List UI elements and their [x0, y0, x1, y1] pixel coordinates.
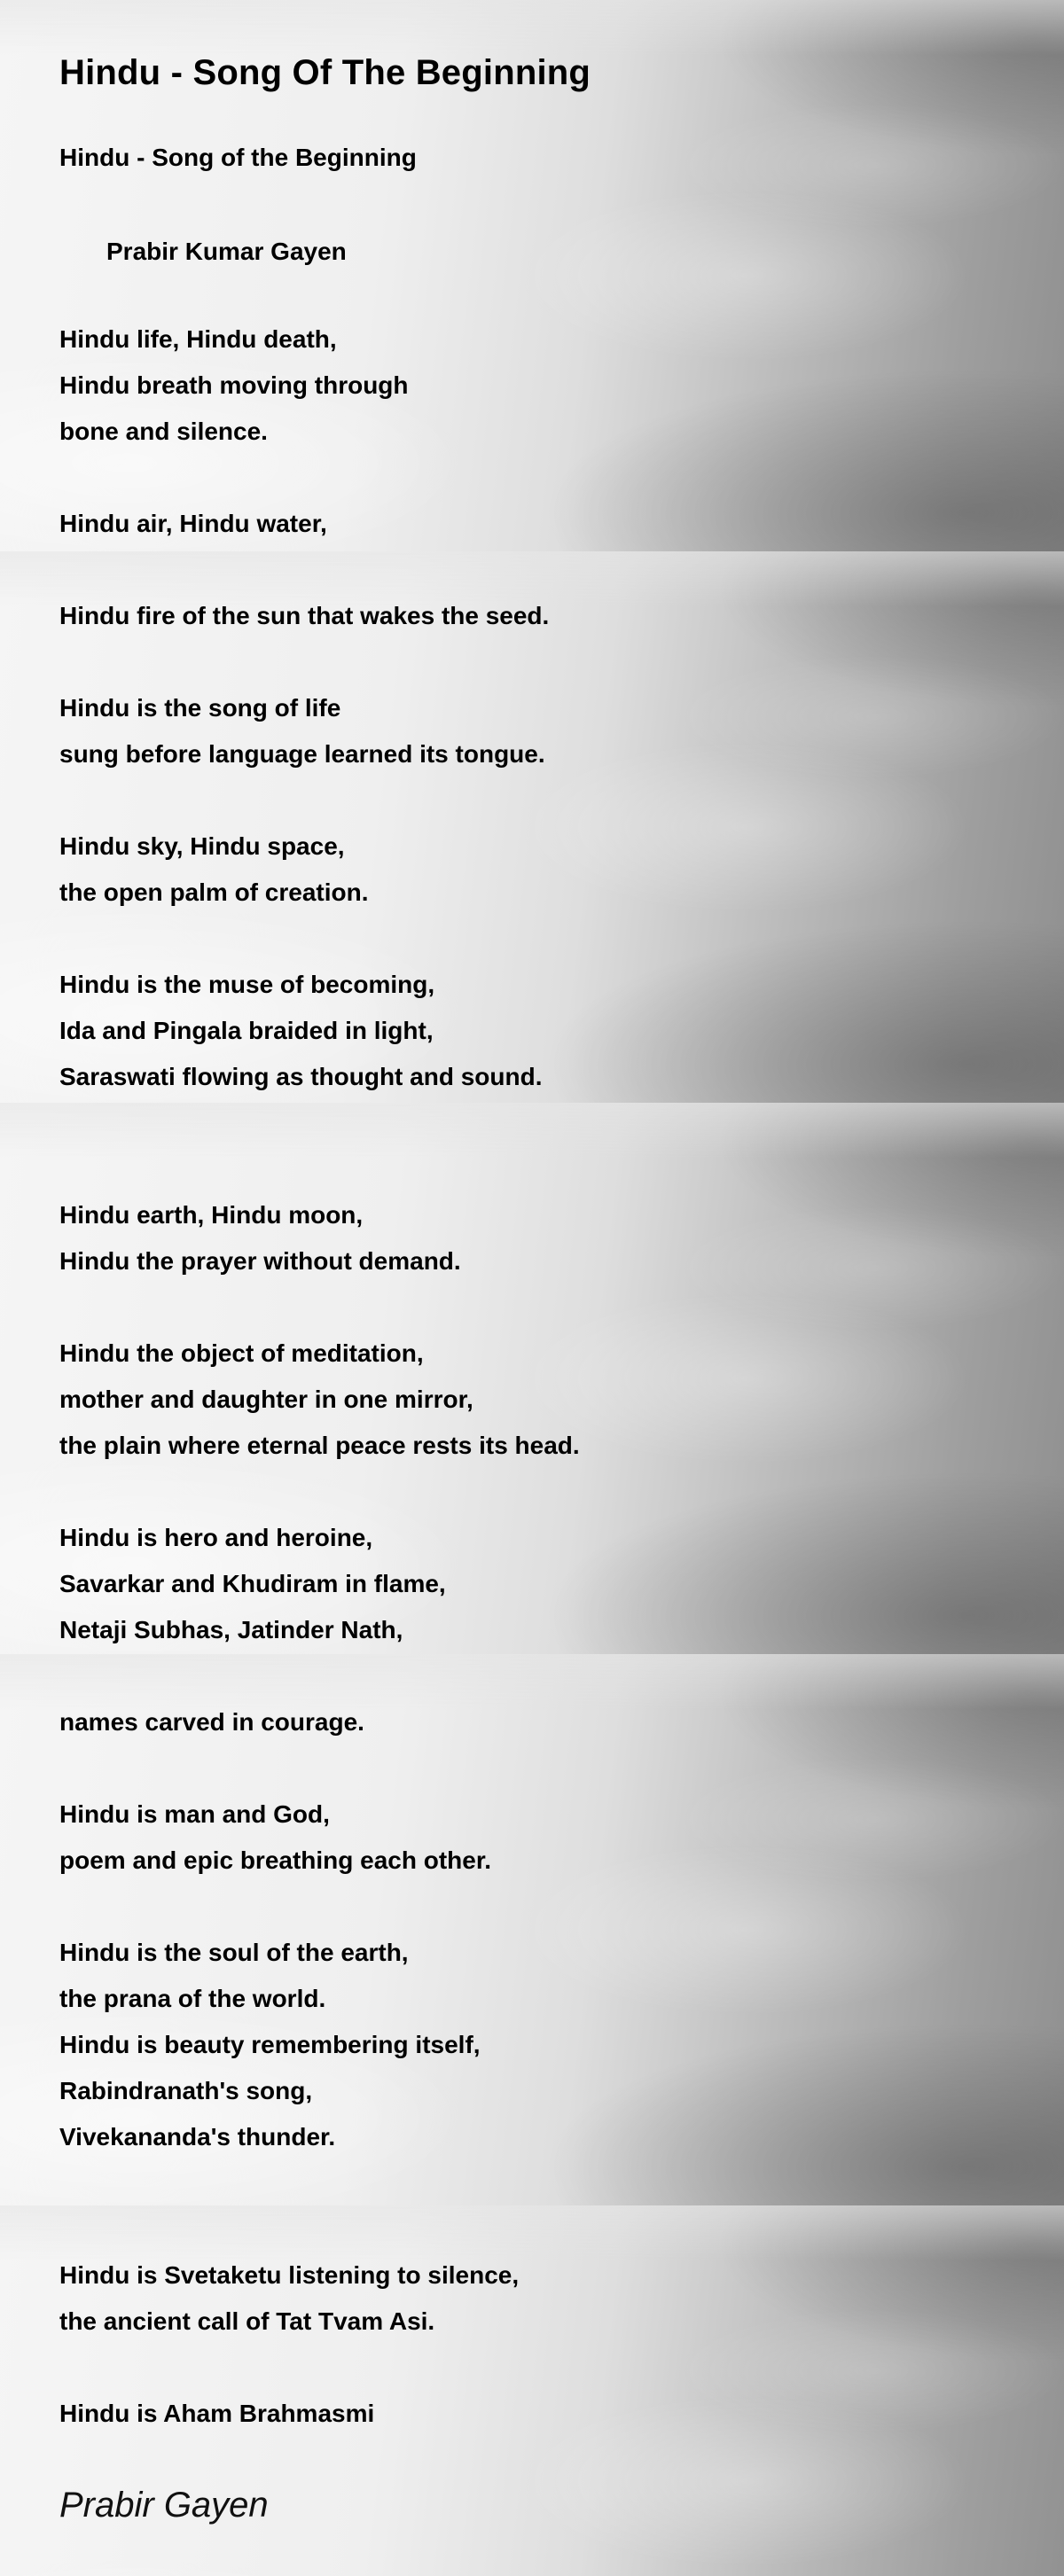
poem-line: the plain where eternal peace rests its head. — [59, 1432, 580, 1459]
page-title: Hindu - Song Of The Beginning — [59, 53, 591, 92]
poem-blank-line — [59, 2206, 1017, 2252]
poem-blank-line — [59, 916, 1017, 962]
poem-line: Ida and Pingala braided in light, — [59, 1017, 434, 1044]
poem-blank-line — [59, 777, 1017, 824]
poem-line: the open palm of creation. — [59, 878, 369, 906]
poem-blank-line — [59, 1100, 1017, 1146]
poem-author-byline: Prabir Kumar Gayen — [106, 238, 347, 265]
poem-blank-line — [59, 1469, 1017, 1515]
poem-line: Hindu air, Hindu water, — [59, 510, 327, 537]
poem-line: Hindu is the soul of the earth, — [59, 1939, 409, 1966]
author-signature: Prabir Gayen — [59, 2486, 269, 2525]
poem-body — [59, 316, 1017, 2437]
poem-line: Saraswati flowing as thought and sound. — [59, 1063, 543, 1090]
poem-blank-line — [59, 2345, 1017, 2391]
poem-blank-line — [59, 1745, 1017, 1791]
poem-line: Hindu is Svetaketu listening to silence, — [59, 2261, 520, 2289]
poem-line: Hindu life, Hindu death, — [59, 325, 337, 353]
poem-line: Hindu is man and God, — [59, 1800, 330, 1828]
poem-line: mother and daughter in one mirror, — [59, 1386, 473, 1413]
poem-blank-line — [59, 1146, 1017, 1192]
poem-line: Hindu is beauty remembering itself, — [59, 2031, 481, 2058]
poem-line: Savarkar and Khudiram in flame, — [59, 1570, 446, 1597]
poem-blank-line — [59, 1884, 1017, 1930]
poem-subtitle: Hindu - Song of the Beginning — [59, 144, 417, 171]
poem-line: Hindu is the song of life — [59, 694, 341, 722]
poem-line: Hindu the prayer without demand. — [59, 1247, 461, 1275]
poem-blank-line — [59, 2160, 1017, 2206]
poem-blank-line — [59, 455, 1017, 501]
poem-line: Hindu fire of the sun that wakes the seed. — [59, 602, 550, 629]
poem-line: sung before language learned its tongue. — [59, 740, 545, 768]
poem-line: Hindu is Aham Brahmasmi — [59, 2400, 375, 2427]
poem-line: the ancient call of Tat Tvam Asi. — [59, 2307, 435, 2335]
poem-line: Vivekananda's thunder. — [59, 2123, 336, 2151]
poem-line: names carved in courage. — [59, 1708, 364, 1736]
poem-blank-line — [59, 1284, 1017, 1331]
poem-line: Hindu earth, Hindu moon, — [59, 1201, 364, 1229]
poem-blank-line — [59, 639, 1017, 685]
poem-line: bone and silence. — [59, 418, 268, 445]
poem-line: Hindu is hero and heroine, — [59, 1524, 373, 1551]
poem-content — [59, 51, 1017, 2525]
poem-line: Rabindranath's song, — [59, 2077, 313, 2104]
poem-line: Netaji Subhas, Jatinder Nath, — [59, 1616, 403, 1643]
poem-line: Hindu breath moving through — [59, 371, 409, 399]
poem-line: Hindu is the muse of becoming, — [59, 971, 435, 998]
poem-line: the prana of the world. — [59, 1985, 326, 2012]
poem-line: poem and epic breathing each other. — [59, 1846, 491, 1874]
poem-blank-line — [59, 547, 1017, 593]
poem-line: Hindu the object of meditation, — [59, 1339, 424, 1367]
poem-line: Hindu sky, Hindu space, — [59, 832, 345, 860]
poem-blank-line — [59, 1653, 1017, 1699]
